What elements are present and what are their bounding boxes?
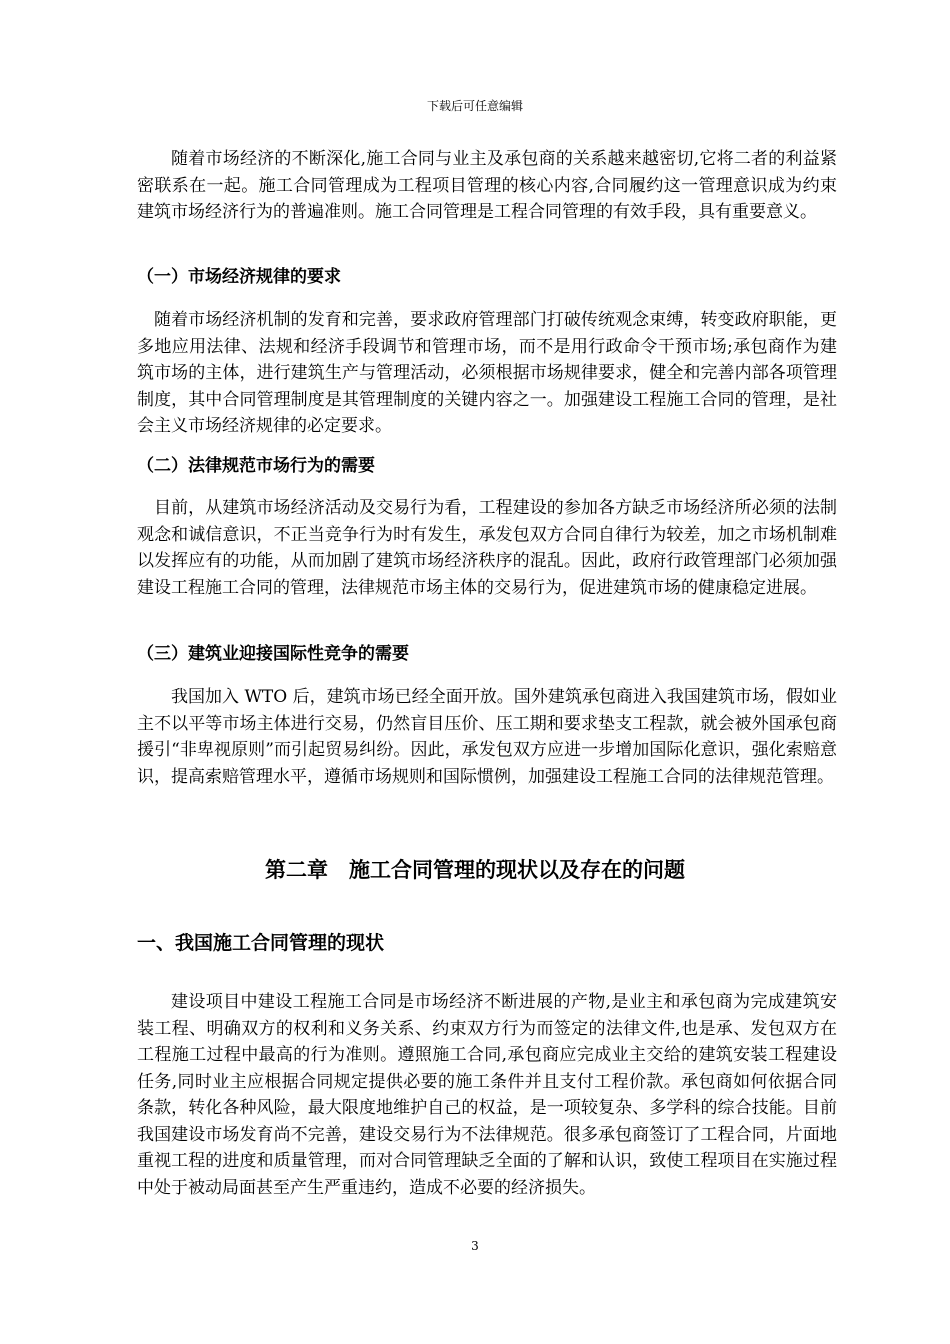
section-body-3: 我国加入 WTO 后，建筑市场已经全面开放。国外建筑承包商进入我国建筑市场，假如业主不以平等市场主体进行交易，仍然盲目压价、压工期和要求垫支工程款，就会被外国承包商援引“非卑视原则”而引起贸易纠纷。因此，承发包双方应进一步增加国际化意识，强化索赔意识，提高索赔管理水平，遵循市场规则和国际惯例，加强建设工程施工合同的法律规范管理。 — [137, 687, 837, 787]
chapter-title: 第二章 施工合同管理的现状以及存在的问题 — [265, 858, 685, 882]
section-heading-2: （二）法律规范市场行为的需要 — [137, 456, 375, 476]
section-heading-1: （一）市场经济规律的要求 — [137, 267, 341, 287]
section-body-1: 随着市场经济机制的发育和完善，要求政府管理部门打破传统观念束缚，转变政府职能，更多地应用法律、法规和经济手段调节和管理市场，而不是用行政命令干预市场;承包商作为建筑市场的主体，进行建筑生产与管理活动，必须根据市场规律要求，健全和完善内部各项管理制度，其中合同管理制度是其管理制度的关键内容之一。加强建设工程施工合同的管理，是社会主义市场经济规律的必定要求。 — [137, 310, 837, 436]
page-number: 3 — [471, 1239, 479, 1253]
intro-paragraph: 随着市场经济的不断深化,施工合同与业主及承包商的关系越来越密切,它将二者的利益紧密联系在一起。施工合同管理成为工程项目管理的核心内容,合同履约这一管理意识成为约束建筑市场经济行为的普遍准则。施工合同管理是工程合同管理的有效手段，具有重要意义。 — [137, 149, 837, 222]
section-body: 建设项目中建设工程施工合同是市场经济不断进展的产物,是业主和承包商为完成建筑安装工程、明确双方的权利和义务关系、约束双方行为而签定的法律文件,也是承、发包双方在工程施工过程中最高的行为准则。遵照施工合同,承包商应完成业主交给的建筑安装工程建设任务,同时业主应根据合同规定提供必要的施工条件并且支付工程价款。承包商如何依据合同条款，转化各种风险，最大限度地维护自己的权益，是一项较复杂、多学科的综合技能。目前我国建设市场发育尚不完善，建设交易行为不法律规范。很多承包商签订了工程合同，片面地重视工程的进度和质量管理，而对合同管理缺乏全面的了解和认识，致使工程项目在实施过程中处于被动局面甚至产生严重违约，造成不必要的经济损失。 — [137, 992, 837, 1198]
page-header: 下载后可任意编辑 — [426, 99, 523, 113]
section-heading-3: （三）建筑业迎接国际性竞争的需要 — [137, 644, 409, 664]
section-body-2: 目前，从建筑市场经济活动及交易行为看，工程建设的参加各方缺乏市场经济所必须的法制观念和诚信意识，不正当竞争行为时有发生，承发包双方合同自律行为较差，加之市场机制难以发挥应有的功能，从而加剧了建筑市场经济秩序的混乱。因此，政府行政管理部门必须加强建设工程施工合同的管理，法律规范市场主体的交易行为，促进建筑市场的健康稳定进展。 — [137, 498, 837, 598]
section-title: 一、我国施工合同管理的现状 — [137, 932, 385, 954]
